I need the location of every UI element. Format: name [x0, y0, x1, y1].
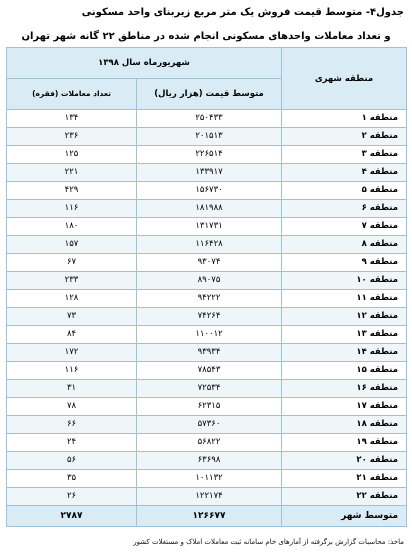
cell-price: ۶۲۳۱۵ — [137, 398, 282, 416]
cell-count: ۲۶ — [7, 488, 137, 506]
column-header-count: تعداد معاملات (فقره) — [7, 79, 137, 110]
cell-count: ۴۲۹ — [7, 182, 137, 200]
cell-region: منطقه ۶ — [282, 200, 407, 218]
total-price: ۱۲۶۶۷۷ — [137, 506, 282, 527]
cell-region: منطقه ۱۲ — [282, 308, 407, 326]
table-row — [7, 452, 407, 470]
cell-region: منطقه ۱۴ — [282, 344, 407, 362]
cell-region: منطقه ۱۰ — [282, 272, 407, 290]
total-label: متوسط شهر — [282, 506, 407, 527]
cell-region: منطقه ۱۸ — [282, 416, 407, 434]
total-count: ۲۷۸۷ — [7, 506, 137, 527]
cell-count: ۱۷۲ — [7, 344, 137, 362]
cell-price: ۲۵۰۴۳۳ — [137, 110, 282, 128]
cell-price: ۲۰۱۵۱۳ — [137, 128, 282, 146]
cell-region: منطقه ۱۹ — [282, 434, 407, 452]
source-note: ماخذ: محاسبات گزارش برگرفته از آمارهای خام سامانه ثبت معاملات املاک و مستغلات کشور — [133, 538, 404, 546]
cell-price: ۱۲۲۱۷۴ — [137, 488, 282, 506]
cell-price: ۵۶۸۲۲ — [137, 434, 282, 452]
cell-region: منطقه ۱۵ — [282, 362, 407, 380]
cell-count: ۱۱۶ — [7, 362, 137, 380]
table-row — [7, 470, 407, 488]
cell-count: ۳۵ — [7, 470, 137, 488]
cell-price: ۱۸۱۹۸۸ — [137, 200, 282, 218]
table-row — [7, 254, 407, 272]
cell-count: ۲۲۱ — [7, 164, 137, 182]
cell-region: منطقه ۴ — [282, 164, 407, 182]
cell-count: ۱۲۸ — [7, 290, 137, 308]
cell-count: ۱۱۶ — [7, 200, 137, 218]
table-row — [7, 488, 407, 506]
table-row — [7, 200, 407, 218]
total-row — [7, 506, 407, 527]
cell-price: ۲۲۶۵۱۴ — [137, 146, 282, 164]
table-row — [7, 218, 407, 236]
cell-region: منطقه ۱۷ — [282, 398, 407, 416]
table-row — [7, 110, 407, 128]
cell-count: ۷۳ — [7, 308, 137, 326]
table-row — [7, 344, 407, 362]
table-title-line2: و تعداد معاملات واحدهای مسکونی انجام شده در مناطق ۲۲ گانه شهر تهران — [21, 31, 391, 42]
period-header: شهریورماه سال ۱۳۹۸ — [7, 48, 282, 79]
cell-count: ۲۴ — [7, 434, 137, 452]
cell-count: ۳۱ — [7, 380, 137, 398]
cell-count: ۸۴ — [7, 326, 137, 344]
cell-price: ۹۴۲۲۲ — [137, 290, 282, 308]
header-row-period — [7, 48, 407, 79]
cell-count: ۱۸۰ — [7, 218, 137, 236]
cell-region: منطقه ۵ — [282, 182, 407, 200]
cell-region: منطقه ۳ — [282, 146, 407, 164]
cell-region: منطقه ۱۶ — [282, 380, 407, 398]
table-row — [7, 362, 407, 380]
cell-region: منطقه ۱۳ — [282, 326, 407, 344]
column-header-price: متوسط قیمت (هزار ریال) — [137, 79, 282, 110]
cell-price: ۶۳۶۹۸ — [137, 452, 282, 470]
table-row — [7, 416, 407, 434]
cell-price: ۸۹۰۷۵ — [137, 272, 282, 290]
cell-price: ۱۱۰۰۱۲ — [137, 326, 282, 344]
cell-region: منطقه ۸ — [282, 236, 407, 254]
cell-price: ۹۳۹۳۴ — [137, 344, 282, 362]
cell-price: ۱۰۱۱۳۲ — [137, 470, 282, 488]
cell-region: منطقه ۲۲ — [282, 488, 407, 506]
column-header-region: منطقه شهری — [282, 48, 407, 110]
cell-price: ۷۲۵۳۴ — [137, 380, 282, 398]
cell-region: منطقه ۱۱ — [282, 290, 407, 308]
cell-count: ۱۲۵ — [7, 146, 137, 164]
cell-region: منطقه ۹ — [282, 254, 407, 272]
cell-price: ۱۱۶۴۲۸ — [137, 236, 282, 254]
cell-price: ۷۸۵۴۳ — [137, 362, 282, 380]
cell-count: ۶۷ — [7, 254, 137, 272]
cell-price: ۱۵۶۷۳۰ — [137, 182, 282, 200]
cell-count: ۱۳۴ — [7, 110, 137, 128]
table-row — [7, 164, 407, 182]
cell-price: ۱۳۱۷۳۱ — [137, 218, 282, 236]
table-row — [7, 326, 407, 344]
cell-price: ۵۷۳۶۰ — [137, 416, 282, 434]
cell-price: ۱۳۳۹۱۷ — [137, 164, 282, 182]
table-row — [7, 272, 407, 290]
cell-region: منطقه ۲ — [282, 128, 407, 146]
table-row — [7, 398, 407, 416]
table-row — [7, 290, 407, 308]
cell-count: ۷۸ — [7, 398, 137, 416]
cell-price: ۹۳۰۷۴ — [137, 254, 282, 272]
cell-count: ۲۳۳ — [7, 272, 137, 290]
cell-count: ۶۶ — [7, 416, 137, 434]
cell-count: ۱۵۷ — [7, 236, 137, 254]
table-row — [7, 182, 407, 200]
cell-region: منطقه ۷ — [282, 218, 407, 236]
cell-count: ۲۳۶ — [7, 128, 137, 146]
cell-region: منطقه ۲۰ — [282, 452, 407, 470]
cell-region: منطقه ۱ — [282, 110, 407, 128]
table-row — [7, 128, 407, 146]
price-table — [6, 47, 407, 527]
table-row — [7, 380, 407, 398]
table-row — [7, 434, 407, 452]
cell-count: ۵۶ — [7, 452, 137, 470]
cell-region: منطقه ۲۱ — [282, 470, 407, 488]
table-title-line1: جدول۴- متوسط قیمت فروش یک متر مربع زیربنای واحد مسکونی — [81, 7, 404, 18]
table-row — [7, 308, 407, 326]
table-row — [7, 146, 407, 164]
cell-price: ۷۴۲۶۴ — [137, 308, 282, 326]
table-row — [7, 236, 407, 254]
